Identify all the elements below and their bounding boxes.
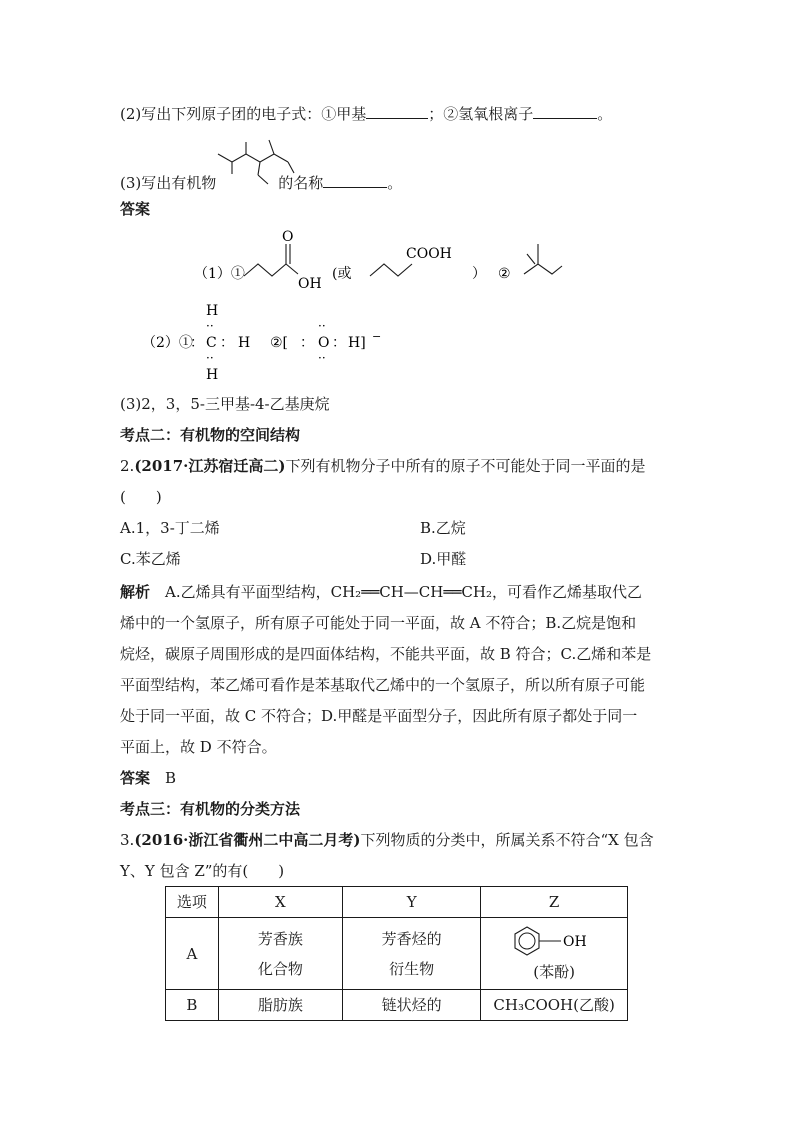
- question-3-stem-line-2: Y、Y 包含 Z”的有( ): [120, 862, 285, 880]
- table-row: [166, 990, 628, 1021]
- analysis-line-4: 平面型结构，苯乙烯可看作是苯基取代乙烯中的一个氢原子，所以所有原子可能: [120, 676, 646, 694]
- option-b[interactable]: B.乙烷: [420, 519, 466, 537]
- row-b-y: 链状烃的: [343, 990, 481, 1021]
- row-a-y-line1: 芳香烃的: [381, 929, 442, 948]
- ans2-colon-2: ：: [220, 335, 234, 351]
- hydroxide-blank[interactable]: [533, 102, 597, 119]
- ans2-h-top: H: [206, 303, 219, 319]
- header-z: Z: [481, 887, 628, 918]
- ans2-dots-bottom: ··: [206, 351, 214, 365]
- question-3-stem: [120, 830, 654, 850]
- q3-num: 3.: [120, 831, 135, 849]
- question-2-stem: [120, 456, 646, 476]
- analysis-text-1: A.乙烯具有平面型结构，CH₂══CH—CH══CH₂，可看作乙烯基取代乙: [150, 583, 643, 601]
- option-a[interactable]: A.1，3-丁二烯: [120, 519, 220, 537]
- row-a-y: [343, 918, 481, 990]
- q2-mid: ；②氢氧根离子: [428, 105, 534, 123]
- analysis-line-6: 平面上，故 D 不符合。: [120, 738, 277, 756]
- analysis-line-3: 烷烃，碳原子周围形成的是四面体结构，不能共平面，故 B 符合；C.乙烯和苯是: [120, 645, 652, 663]
- name-blank[interactable]: [323, 171, 387, 188]
- answer-1-structures: [190, 226, 640, 296]
- analysis-line-5: 处于同一平面，故 C 不符合；D.甲醛是平面型分子，因此所有原子都处于同一: [120, 707, 638, 725]
- ans2-close: H]: [348, 335, 366, 351]
- classification-table: [165, 886, 628, 1021]
- phenol-structure: [481, 923, 627, 959]
- ans1-oh: OH: [298, 276, 322, 292]
- row-b-z: CH₃COOH(乙酸): [481, 990, 628, 1021]
- benzene-ring-icon: [509, 923, 599, 959]
- ans2-h-right: H: [238, 335, 251, 351]
- q3-suffix: 的名称: [278, 174, 324, 192]
- header-option: 选项: [166, 887, 219, 918]
- ans1-label: （1）①: [194, 266, 245, 282]
- methyl-blank[interactable]: [366, 102, 428, 119]
- answer-2-label: 答案: [120, 769, 151, 787]
- row-a-z-name: (苯酚): [533, 962, 575, 981]
- analysis-line-2: 烯中的一个氢原子，所有原子可能处于同一平面，故 A 不符合；B.乙烷是饱和: [120, 614, 637, 632]
- q2-line: [120, 102, 612, 124]
- q2-prefix: (2)写出下列原子团的电子式：①甲基: [120, 105, 367, 123]
- ans2-colon-1: ：: [190, 335, 204, 351]
- header-y: Y: [343, 887, 481, 918]
- ans1-o: O: [282, 229, 294, 245]
- answer-2-electron-formulas: [140, 302, 400, 382]
- ans2-colon-3: ：: [300, 335, 314, 351]
- row-a-x-line1: 芳香族: [257, 929, 303, 948]
- row-a-z: [481, 918, 628, 990]
- table-row: [166, 918, 628, 990]
- row-a-x-line2: 化合物: [257, 959, 303, 978]
- analysis-line-1: [120, 582, 642, 602]
- q3-end: 。: [387, 174, 403, 192]
- table-header-row: [166, 887, 628, 918]
- option-d[interactable]: D.甲醛: [420, 550, 467, 568]
- ans2-label: （2）①: [142, 335, 193, 351]
- ans1-or: (或: [332, 266, 352, 282]
- q2-answer-paren: ( ): [120, 488, 162, 506]
- ans2-circle2: ②[: [270, 335, 289, 351]
- kaodian-3-heading: 考点三：有机物的分类方法: [120, 800, 301, 818]
- analysis-label: 解析: [120, 583, 151, 601]
- row-a-option: A: [166, 918, 219, 990]
- row-b-option: B: [166, 990, 219, 1021]
- ans2-o: O: [318, 335, 330, 351]
- ans2-dots-o-bottom: ··: [318, 351, 326, 365]
- q3-prefix: (3)写出有机物: [120, 174, 217, 192]
- answer-2-line: [120, 768, 176, 788]
- q2-num: 2.: [120, 457, 135, 475]
- q3-text: 下列物质的分类中，所属关系不符合“X 包含: [360, 831, 654, 849]
- q2-end: 。: [597, 105, 613, 123]
- row-a-y-line2: 衍生物: [389, 959, 435, 978]
- ans2-minus: −: [372, 330, 382, 343]
- row-b-x: 脂肪族: [218, 990, 342, 1021]
- q3-line: [120, 171, 402, 193]
- option-c[interactable]: C.苯乙烯: [120, 550, 181, 568]
- ans2-dots-top: ··: [206, 319, 214, 333]
- answer-2-value: B: [150, 769, 177, 787]
- ans2-colon-4: ：: [332, 335, 346, 351]
- ans1-close: ）: [472, 266, 486, 282]
- ans2-h-bottom: H: [206, 367, 219, 383]
- q3-source: (2016·浙江省衢州二中高二月考): [134, 831, 361, 849]
- phenol-oh: OH: [563, 933, 587, 950]
- ans2-dots-o-top: ··: [318, 319, 326, 333]
- kaodian-2-heading: 考点二：有机物的空间结构: [120, 426, 301, 444]
- answer-label-1: 答案: [120, 200, 151, 218]
- header-x: X: [218, 887, 342, 918]
- ans1-cooh: COOH: [406, 246, 452, 262]
- ans1-circle2: ②: [498, 266, 511, 282]
- q2-text: 下列有机物分子中所有的原子不可能处于同一平面的是: [285, 457, 646, 475]
- row-a-x: [218, 918, 342, 990]
- answer-3: (3)2，3，5-三甲基-4-乙基庚烷: [120, 395, 330, 413]
- q2-source: (2017·江苏宿迁高二): [134, 457, 286, 475]
- ans2-c: C: [206, 335, 217, 351]
